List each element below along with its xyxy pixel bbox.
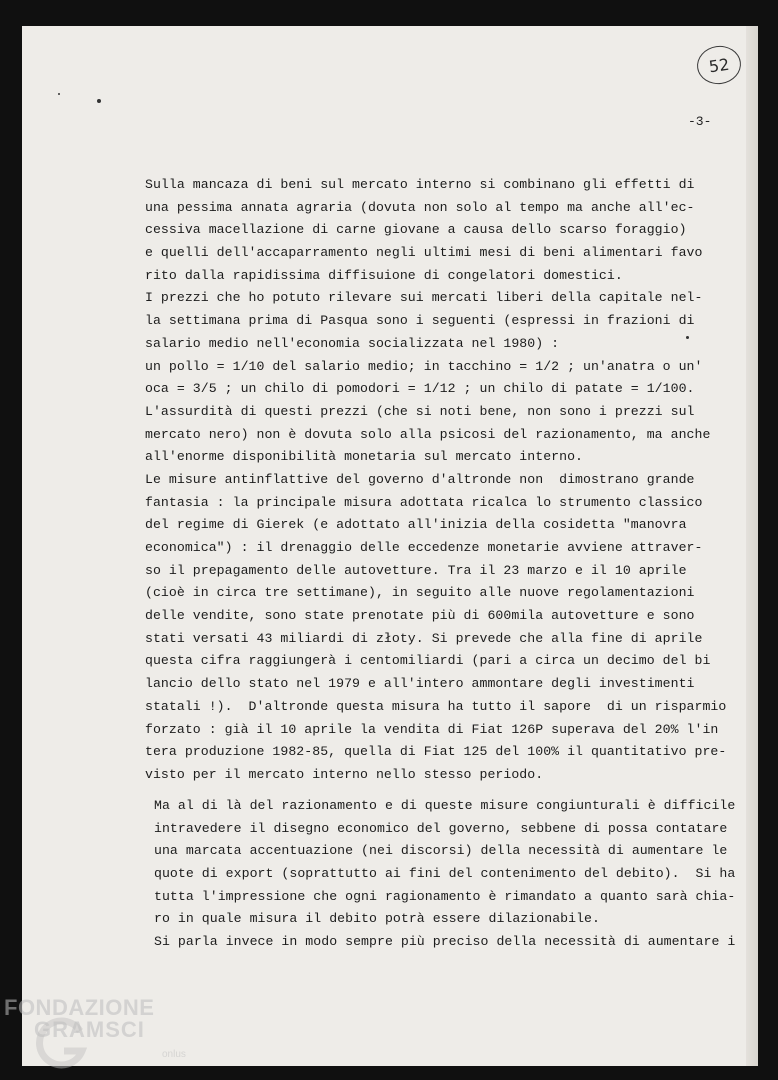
text-line: quote di export (soprattutto ai fini del contenimento del debito). Si ha [154, 866, 736, 882]
text-line: un pollo = 1/10 del salario medio; in tacchino = 1/2 ; un'anatra o un' [145, 358, 703, 374]
text-line: fantasia : la principale misura adottata ricalca lo strumento classico [145, 494, 703, 510]
text-line: visto per il mercato interno nello stesso periodo. [145, 766, 544, 782]
text-line: tutta l'impressione che ogni ragionamento è rimandato a quanto sarà chia- [154, 888, 736, 904]
text-line: so il prepagamento delle autovetture. Tra il 23 marzo e il 10 aprile [145, 562, 687, 578]
text-line: oca = 3/5 ; un chilo di pomodori = 1/12 ; un chilo di patate = 1/100. [145, 381, 695, 397]
text-line: all'enorme disponibilità monetaria sul mercato interno. [145, 449, 584, 465]
text-line: del regime di Gierek (e adottato all'inizia della cosidetta "manovra [145, 517, 687, 533]
text-line: forzato : già il 10 aprile la vendita di Fiat 126P superava del 20% l'in [145, 721, 719, 737]
text-line: ro in quale misura il debito potrà essere dilazionabile. [154, 911, 600, 927]
text-line: Ma al di là del razionamento e di queste misure congiunturali è difficile [154, 798, 736, 813]
watermark-line-2: GRAMSCI [34, 1017, 145, 1042]
text-line: mercato nero) non è dovuta solo alla psicosi del razionamento, ma anche [145, 426, 711, 442]
paper-edge [746, 26, 758, 1066]
page-number: -3- [688, 114, 712, 129]
text-line: cessiva macellazione di carne giovane a causa dello scarso foraggio) [145, 222, 687, 238]
folio-number: 52 [707, 54, 731, 76]
watermark-subtitle: onlus [162, 1049, 186, 1060]
paragraph-2 [154, 795, 735, 954]
scan-speck [97, 99, 101, 103]
text-line: intravedere il disegno economico del governo, sebbene di possa contatare [154, 820, 728, 836]
text-line: una marcata accentuazione (nei discorsi) della necessità di aumentare le [154, 843, 728, 859]
text-line: rito dalla rapidissima diffisuione di congelatori domestici. [145, 267, 623, 283]
text-line: I prezzi che ho potuto rilevare sui mercati liberi della capitale nel- [145, 290, 703, 306]
text-line: una pessima annata agraria (dovuta non solo al tempo ma anche all'ec- [145, 199, 695, 215]
text-line: lancio dello stato nel 1979 e all'intero ammontare degli investimenti [145, 676, 695, 692]
paragraph-1 [145, 174, 726, 787]
scan-speck [58, 93, 60, 95]
text-line: statali !). D'altronde questa misura ha tutto il sapore di un risparmio [145, 698, 727, 714]
text-line: Sulla mancaza di beni sul mercato interno si combinano gli effetti di [145, 177, 695, 192]
text-line: L'assurdità di questi prezzi (che si noti bene, non sono i prezzi sul [145, 403, 695, 419]
text-line: Si parla invece in modo sempre più preciso della necessità di aumentare i [154, 934, 736, 950]
watermark-line-1: FONDAZIONE [4, 995, 155, 1020]
text-line: e quelli dell'accaparramento negli ultimi mesi di beni alimentari favo [145, 245, 703, 261]
fondazione-gramsci-watermark [4, 995, 204, 1075]
text-line: delle vendite, sono state prenotate più di 600mila autovetture e sono [145, 608, 695, 624]
text-line: stati versati 43 miliardi di złoty. Si prevede che alla fine di aprile [145, 630, 703, 646]
text-line: tera produzione 1982-85, quella di Fiat 125 del 100% il quantitativo pre- [145, 744, 727, 760]
text-line: la settimana prima di Pasqua sono i seguenti (espressi in frazioni di [145, 313, 695, 329]
text-line: Le misure antinflattive del governo d'altronde non dimostrano grande [145, 471, 695, 487]
text-line: economica") : il drenaggio delle eccedenze monetarie avviene attraver- [145, 540, 703, 555]
text-line: (cioè in circa tre settimane), in seguito alle nuove regolamentazioni [145, 585, 695, 601]
text-line: salario medio nell'economia socializzata nel 1980) : [145, 335, 560, 351]
text-line: questa cifra raggiungerà i centomiliardi (pari a circa un decimo del bi [145, 653, 711, 669]
